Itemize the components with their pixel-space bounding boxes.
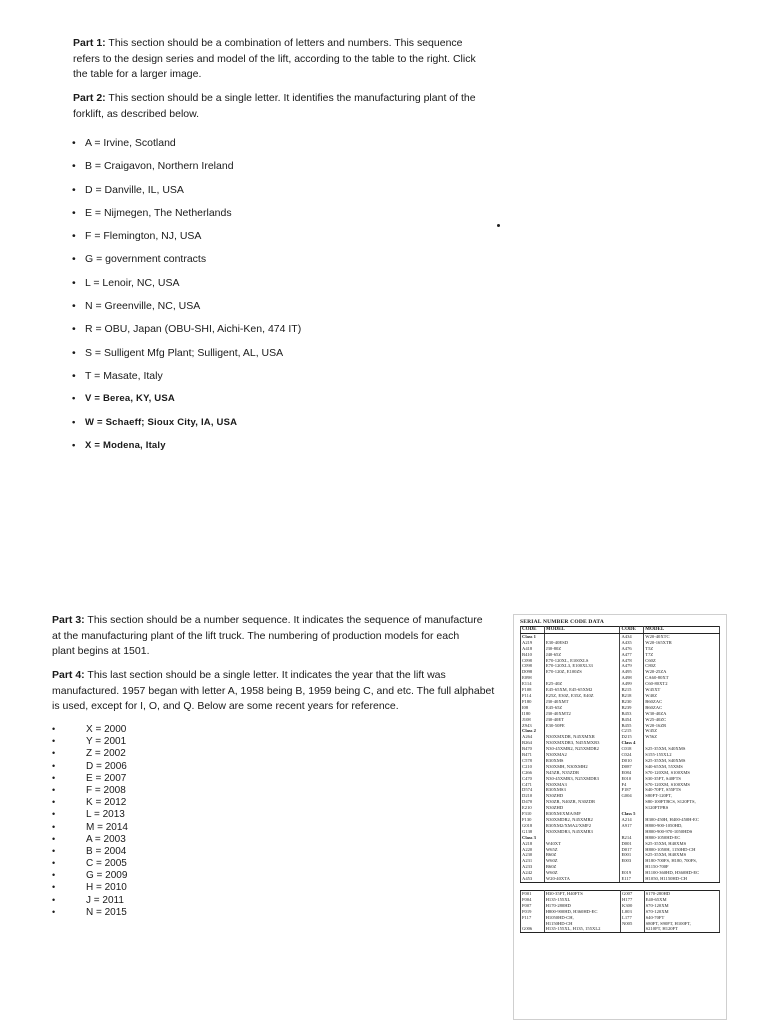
table-cell: A479 [620,663,644,669]
table-cell: C60-80XT2 [644,681,720,687]
table-cell: S25-35XM, S40XMS [644,746,720,752]
table-cell: C098 [521,663,545,669]
table-cell: B470 [521,746,545,752]
year-list-item: • X = 2000 [52,724,127,735]
table-cell: A418 [521,646,545,652]
table-cell: S210FT, H120FT [644,926,719,932]
table-cell: A220 [521,847,545,853]
table-cell: A495 [620,669,644,675]
table-cell: W56Z [644,734,720,740]
table-cell: G007 [621,890,645,896]
table-cell: N30-45XMR2, N25XMDR2 [544,746,620,752]
table-cell: H800-900-970-1050HDS [644,829,720,835]
table-cell: W45XT [644,687,720,693]
plant-list-item: • B = Craigavon, Northern Ireland [72,160,234,173]
table-cell: C024 [620,752,644,758]
table-cell: N30ZR, N40ZR, N30ZDR [544,799,620,805]
table-cell: J40-65Z [544,652,620,658]
plant-list-item: • E = Nijmegen, The Netherlands [72,206,232,219]
table-cell: E001 [620,852,644,858]
table-cell: E40-65XM [644,897,719,903]
year-list-item: • E = 2007 [52,772,127,784]
table-cell: N30XMA2 [544,752,620,758]
table-cell: F4 [620,782,644,788]
table-cell [621,926,645,932]
table-cell: R30XMS3 [544,787,620,793]
table-cell: C210 [521,764,545,770]
table-cell: A218 [521,841,545,847]
table-cell: G138 [521,829,545,835]
table-cell: N30ZHD [544,793,620,799]
table-cell: I180 [521,711,545,717]
table-cell: S70-120XM [644,903,719,909]
table-cell: Class 1 [521,633,545,639]
table-cell: R30XM/XMA/MF [544,811,620,817]
part4-paragraph [52,668,497,715]
table-cell: A453 [521,876,545,882]
year-list-item: • J = 2011 [52,894,124,906]
table-cell: Class 3 [521,835,545,841]
year-list-item: • G = 2009 [52,870,128,882]
year-list-item: • M = 2014 [52,821,128,833]
part2-label: Part 2: [73,92,106,104]
table-cell: S120FTPRS [644,805,720,811]
table-cell: W25-40ZC [644,717,720,723]
table-cell: Class 4 [620,740,644,746]
table-cell: A264 [521,734,545,740]
year-list-item: • L = 2013 [52,809,125,821]
table-cell: D087 [620,764,644,770]
table-cell: F001 [521,890,545,896]
part1-label: Part 1: [73,37,106,49]
plant-list-item: • N = Greenville, NC, USA [72,300,201,313]
table-cell: W30-40ZA [644,711,720,717]
table-cell: A434 [620,633,644,639]
table-cell: E45-65Z [544,705,620,711]
table-cell: R30XMS [544,758,620,764]
table-cell: F114 [521,693,545,699]
table-cell: B239 [620,705,644,711]
plant-list-item: • F = Flemington, NJ, USA [72,230,202,243]
table-cell: F004 [521,897,545,903]
table-cell: N30XMXDR3, N45XMXR3 [544,740,620,746]
table-cell: A233 [521,864,545,870]
table-cell: Class 5 [620,811,644,817]
part1-paragraph [73,36,485,83]
table-cell: L003 [621,909,645,915]
table-cell: E25Z, E30Z, E35Z, E40Z [544,693,620,699]
table-cell: J30-80Z [544,646,620,652]
table-cell: N30XMA3 [544,782,620,788]
year-list-item: • B = 2004 [52,845,127,857]
table-cell: S70-120XM, S100XMS [644,782,720,788]
year-list-item: • N = 2015 [52,906,127,918]
table-cell: B60Z [544,852,620,858]
table-cell: E25-40Z [544,681,620,687]
table-cell: Class 2 [521,728,545,734]
table-cell: A917 [620,823,644,829]
plant-list-item: • R = OBU, Japan (OBU-SHI, Aichi-Ken, 474 IT) [72,323,302,336]
table-cell: N30XMDR3, N45XMR3 [544,829,620,835]
part4-label: Part 4: [52,669,85,681]
plant-list-item: • X = Modena, Italy [72,439,166,451]
table-cell: S170-280HD [644,890,719,896]
table-cell: C266 [521,770,545,776]
table-cell: B215 [620,687,644,693]
table-cell: S30-35FT, S40FTS [644,776,720,782]
plant-list-item: • S = Sulligent Mfg Plant; Sulligent, AL, USA [72,346,284,359]
table-cell: S25-35XM, S40XMS [644,758,720,764]
table-cell: D574 [521,787,545,793]
table-cell: A219 [521,640,545,646]
table-cell: W40XT [544,841,620,847]
table-cell: B471 [521,752,545,758]
table-cell: G018 [521,823,545,829]
serial-table-title: SERIAL NUMBER CODE DATA [520,619,605,625]
table-cell: B455 [620,723,644,729]
table-cell: N30-45XMR3, N25XMDR3 [544,776,620,782]
table-cell: D017 [620,847,644,853]
table-cell: H800-1050H, 1150HD-CH [644,847,720,853]
table-cell: D098 [521,669,545,675]
table-cell: A478 [620,658,644,664]
year-list-item: • F = 2008 [52,784,126,796]
table-cell: N005 [621,921,645,927]
table-cell: C098 [521,658,545,664]
table-cell: C578 [521,758,545,764]
table-cell: CA60-80XT [644,675,720,681]
table-cell: E70-120XL3, E100XL33 [544,663,620,669]
table-cell: C471 [521,782,545,788]
table-cell: H1100-360HD, H360HD-EC [644,870,720,876]
table-cell: H1150-700F [644,864,720,870]
table-cell: W20-40XTC [644,633,720,639]
table-cell: W20-16ZR [644,723,720,729]
table-cell: E084 [620,770,644,776]
table-cell: S40-70FT, S55FTS [644,787,720,793]
part3-text: This section should be a number sequence. It indicates the sequence of manufacture at the manufacturing plant of the lift truck. The numbering of production models for each plant begins at 1501. [52,614,483,657]
year-list-item: • C = 2005 [52,858,127,870]
table-cell: F187 [620,787,644,793]
plant-list-item: • V = Berea, KY, USA [72,393,175,405]
table-cell: S80FT-120FT, [644,793,720,799]
year-list-item: • Z = 2002 [52,748,126,760]
table-cell: N45ZR, N35ZDR [544,770,620,776]
plant-list-item: • A = Irvine, Scotland [72,137,176,149]
table-cell: CODE [521,627,545,634]
table-cell: G004 [620,793,644,799]
table-cell: A476 [620,646,644,652]
table-cell: G006 [521,926,545,932]
table-cell: A230 [521,852,545,858]
table-cell: F310 [521,811,545,817]
table-row [521,926,720,932]
part3-paragraph [52,613,484,660]
table-cell: C60Z [644,658,720,664]
table-cell: J30-40ET [544,717,620,723]
table-cell: J30-40XMT [544,699,620,705]
plant-list-item: • G = government contracts [72,253,207,266]
table-cell: B60ZAC [644,699,720,705]
table-cell: T7Z [644,652,720,658]
table-cell: C470 [521,776,545,782]
year-list-item: • Y = 2001 [52,736,127,748]
plant-list-item: • T = Masate, Italy [72,369,163,382]
table-cell: B60Z [544,864,620,870]
table-cell: H1150HD-CH [544,921,620,927]
table-cell: D001 [620,841,644,847]
table-cell: C215 [620,728,644,734]
table-cell: W40Z [644,693,720,699]
table-cell: B214 [620,835,644,841]
table-cell: A231 [521,858,545,864]
table-cell: E114 [521,681,545,687]
stray-bullet-dot [497,224,500,227]
table-cell: H800-900HD, H360HD-EC [544,909,620,915]
table-cell: H170-280HD [544,903,620,909]
year-code-list [52,723,128,918]
table-cell: A435 [620,640,644,646]
plant-list [72,136,301,462]
table-cell: A242 [521,870,545,876]
table-cell: F130 [521,817,545,823]
table-cell: C80Z [644,663,720,669]
table-cell: CODE [620,627,644,634]
table-cell: N30XMDR2, N45XMR2 [544,817,620,823]
table-cell: W20-40XTA [544,876,620,882]
plant-list-item: • D = Danville, IL, USA [72,183,184,196]
table-cell: F117 [521,915,545,921]
part4-text: This last section should be a single letter. It indicates the year that the lift was manufactured. 1957 began with letter A, 1958 being B, 1959 being C, and etc. The full alphabet is used, except for I, O, and Q. Below are some recent years for reference. [52,669,495,712]
plant-list-item: • L = Lenoir, NC, USA [72,276,180,289]
table-cell: D210 [521,793,545,799]
part2-text: This section should be a single letter. It identifies the manufacturing plant of the forklift, as described below. [73,92,476,120]
serial-number-code-table-image[interactable] [513,614,727,1020]
table-cell: H180-700FS, H180, 700FS, [644,858,720,864]
table-cell: S25-35XM, H40XMS [644,852,720,858]
table-cell: B453 [620,711,644,717]
table-cell: A214 [620,817,644,823]
table-cell: A498 [620,675,644,681]
table-cell: D215 [620,734,644,740]
table-cell: E019 [620,870,644,876]
table-cell: MODEL [544,627,620,634]
table-cell: W65Z [544,847,620,853]
table-cell: E210 [521,805,545,811]
table-cell: E70-120XL, E100XLS [544,658,620,664]
table-cell: C018 [620,746,644,752]
table-header-row [521,627,720,634]
table-cell: E45-65XM, E45-65XM2 [544,687,620,693]
table-cell: S80-100FTBCS, S120FTS, [644,799,720,805]
table-cell: S40-70FT [644,915,719,921]
table-cell: B218 [620,693,644,699]
table-cell: W20-165XTR [644,640,720,646]
table-cell: B264 [521,740,545,746]
table-cell: E70-120Z, E100ZS [544,669,620,675]
table-cell: E003 [620,858,644,864]
table-cell: H800-1050HD-EC [644,835,720,841]
table-cell: B60ZAC [644,705,720,711]
table-cell: S25-35XM, H40XMS [644,841,720,847]
table-cell: R30XM2/XMA2/XMF2 [544,823,620,829]
table-cell: J108 [521,717,545,723]
table-cell: L177 [621,915,645,921]
table-cell: H800-900-1050HD, [644,823,720,829]
table-cell: D470 [521,799,545,805]
table-cell: F180 [521,699,545,705]
table-cell: N30XMXDR, N45XMXR [544,734,620,740]
table-cell: S70-120XM, S100XMS [644,770,720,776]
year-list-item: • K = 2012 [52,797,127,809]
plant-list-item: • W = Schaeff; Sioux City, IA, USA [72,416,238,428]
table-cell: H135-155XL, H135, 155XL2 [544,926,620,932]
table-cell: J30-40XMT2 [544,711,620,717]
table-cell: W60Z [544,870,620,876]
table-cell: W45Z [644,728,720,734]
table-cell: B410 [521,652,545,658]
table-cell: H177 [621,897,645,903]
table-cell: E098 [521,675,545,681]
table-cell: H30-35FT, H40FTS [544,890,620,896]
table-cell: N30XMH, N30XMH2 [544,764,620,770]
part1-text: This section should be a combination of letters and numbers. This sequence refers to the design series and model of the lift, according to the table to the right. Click the table for a larger image. [73,37,476,80]
table-cell: MODEL [644,627,720,634]
table-cell: H300-450H, H400-450H-EC [644,817,720,823]
table-cell: K300 [621,903,645,909]
table-row [521,876,720,882]
table-cell: E30-40ESD [544,640,620,646]
table-cell: H1050HD-CH, [544,915,620,921]
table-cell: B230 [620,699,644,705]
table-cell: S70-120XM [644,909,719,915]
table-cell: Z943 [521,723,545,729]
table-cell: I08 [521,705,545,711]
table-cell: S80FT, S90FT, H100FT, [644,921,719,927]
table-cell: W60Z [544,858,620,864]
part2-paragraph [73,91,485,122]
table-cell: H135-155XL [544,897,620,903]
table-cell: F007 [521,903,545,909]
table-cell: B454 [620,717,644,723]
table-cell: N30ZHD [544,805,620,811]
serial-code-table-continued [520,890,720,933]
serial-code-table [520,626,720,883]
table-cell: E117 [620,876,644,882]
table-cell: D010 [620,758,644,764]
year-list-item: • A = 2003 [52,833,126,845]
table-cell: E010 [620,776,644,782]
table-cell: S40-65XM, 55XMS [644,764,720,770]
table-cell: H1050, H1150HD-CH [644,876,720,882]
year-list-item: • D = 2006 [52,760,127,772]
table-cell: S155-155XL2 [644,752,720,758]
table-cell: F019 [521,909,545,915]
table-cell: A499 [620,681,644,687]
year-list-item: • H = 2010 [52,882,127,894]
table-cell: W20-25ZA [644,669,720,675]
table-cell: E30-50FE [544,723,620,729]
table-cell: T5Z [644,646,720,652]
table-cell: F108 [521,687,545,693]
table-cell: A477 [620,652,644,658]
part3-label: Part 3: [52,614,85,626]
